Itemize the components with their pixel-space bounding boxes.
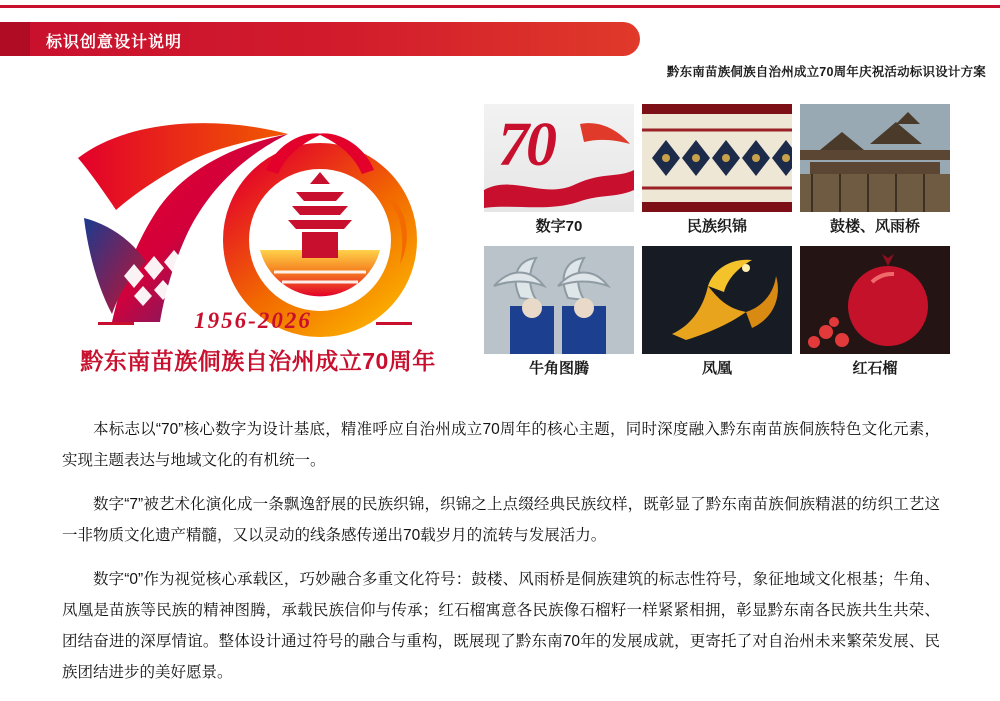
gallery-item	[484, 104, 634, 242]
thumb-number-70: 70	[498, 111, 554, 179]
ethnic-brocade-icon	[642, 104, 792, 212]
page-header	[0, 0, 1000, 86]
description-paragraph-2: 数字“7”被艺术化演化成一条飘逸舒展的民族织锦，织锦之上点缀经典民族纹样，既彰显了黔东南苗族侗族精湛的纺织工艺这一非物质文化遗产精髓，又以灵动的线条感传递出70载岁月的流转与发展活力。	[62, 496, 940, 544]
drum-tower-bridge-icon	[800, 104, 950, 212]
logo-artwork	[60, 100, 450, 385]
gallery-caption: 数字70	[535, 218, 583, 235]
logo-year-rule-right	[376, 322, 412, 325]
design-description	[62, 414, 940, 701]
drum-tower-graphic	[800, 104, 950, 212]
logo-caption: 黔东南苗族侗族自治州成立70周年	[80, 348, 436, 374]
element-gallery	[484, 104, 950, 384]
gallery-caption: 红石榴	[852, 360, 898, 377]
description-paragraph-1: 本标志以“70”核心数字为设计基底，精准呼应自治州成立70周年的核心主题，同时深度融入黔东南苗族侗族特色文化元素，实现主题表达与地域文化的有机统一。	[62, 421, 940, 469]
gallery-caption: 凤凰	[701, 360, 732, 377]
brocade-graphic	[642, 104, 792, 212]
header-subtitle: 黔东南苗族侗族自治州成立70周年庆祝活动标识设计方案	[666, 65, 986, 79]
phoenix-icon	[642, 246, 792, 354]
logo-year-rule-left	[98, 322, 134, 325]
red-pomegranate-icon	[800, 246, 950, 354]
gallery-caption: 牛角图腾	[528, 360, 589, 377]
gallery-item	[642, 104, 792, 242]
header-badge-label: 标识创意设计说明	[46, 34, 183, 51]
ribbon-graphic	[484, 104, 634, 212]
logo-year-range: 1956-2026	[194, 308, 312, 333]
gallery-item	[800, 246, 950, 384]
gallery-item	[642, 246, 792, 384]
number-70-ribbon-icon	[484, 104, 634, 212]
gallery-item	[800, 104, 950, 242]
gallery-item	[484, 246, 634, 384]
pomegranate-graphic	[800, 246, 950, 354]
horn-headdress-graphic	[484, 246, 634, 354]
header-badge-accent	[0, 22, 30, 56]
gallery-caption: 鼓楼、风雨桥	[829, 218, 920, 235]
gallery-caption: 民族织锦	[686, 218, 747, 235]
ox-horn-totem-icon	[484, 246, 634, 354]
description-paragraph-3: 数字“0”作为视觉核心承载区，巧妙融合多重文化符号：鼓楼、风雨桥是侗族建筑的标志性符号，象征地域文化根基；牛角、凤凰是苗族等民族的精神图腾，承载民族信仰与传承；红石榴寓意各民族像石榴籽一样紧紧相拥，彰显黔东南各民族共生共荣、团结奋进的深厚情谊。整体设计通过符号的融合与重构，既展现了黔东南70年的发展成就，更寄托了对自治州未来繁荣发展、民族团结进步的美好愿景。	[62, 571, 940, 681]
header-top-rule	[0, 5, 1000, 8]
phoenix-graphic	[642, 246, 792, 354]
